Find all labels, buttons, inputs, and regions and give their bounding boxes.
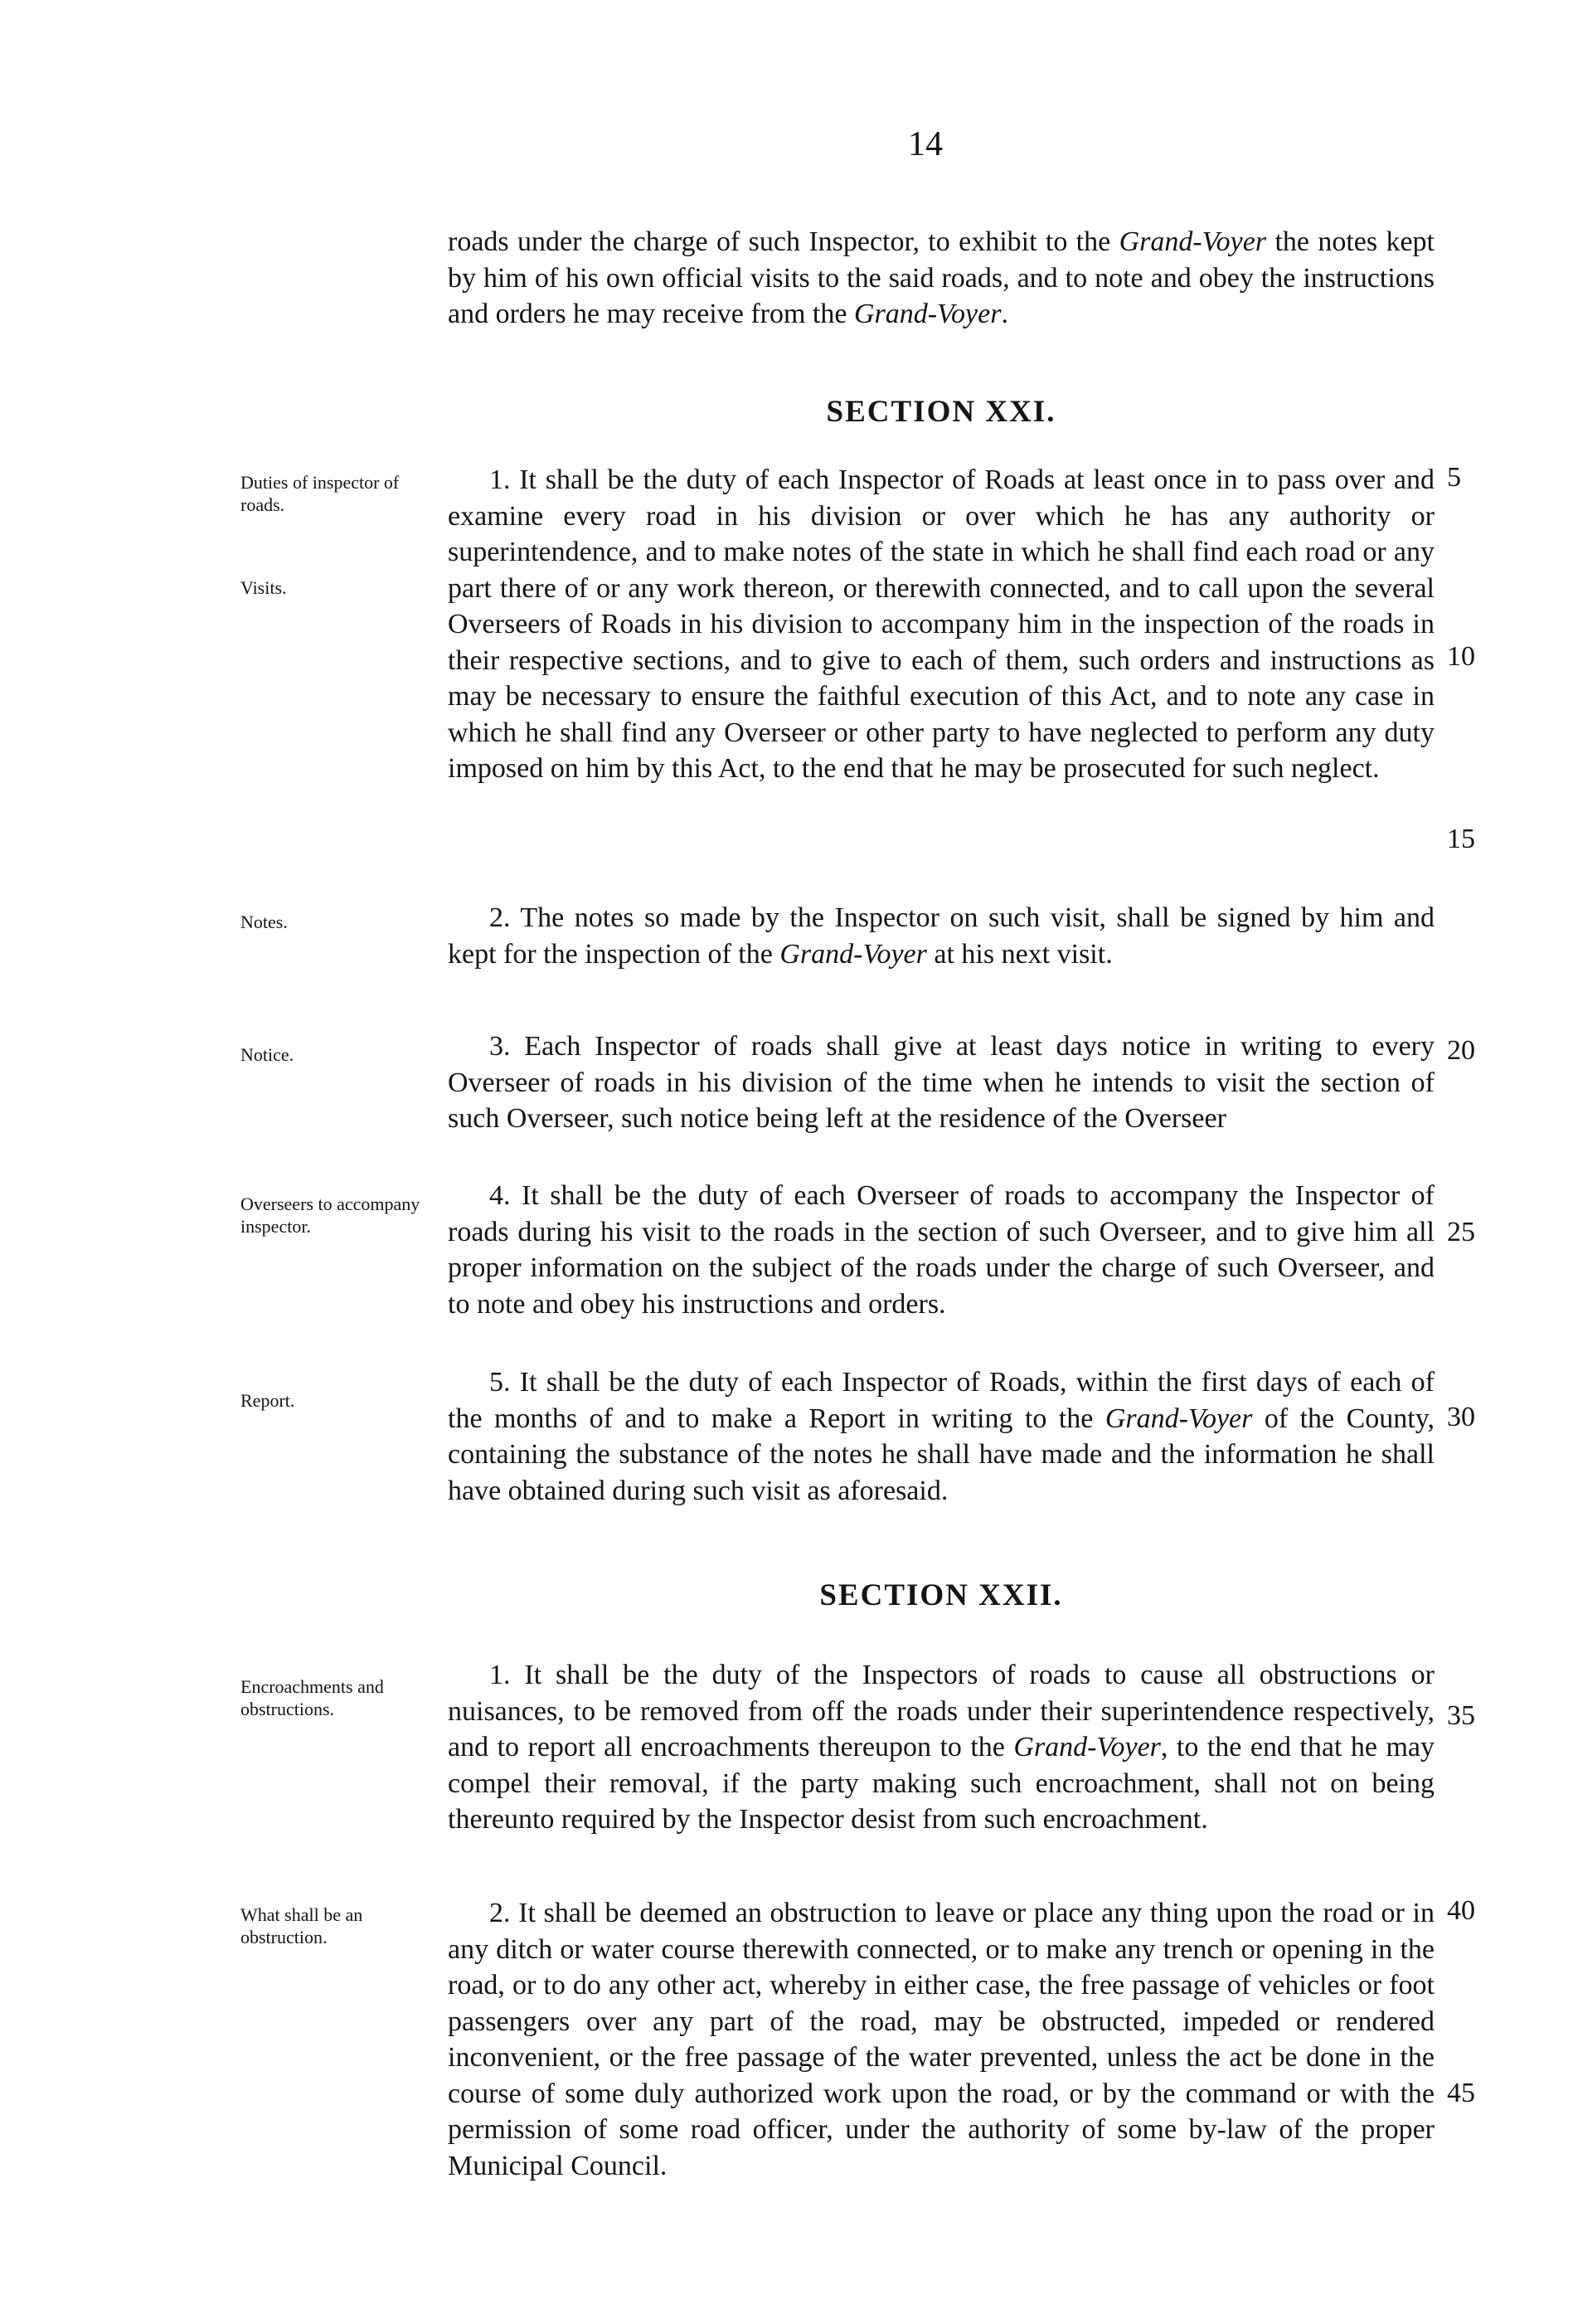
section-21-paragraph-1: 1. It shall be the duty of each Inspector of Roads at least once in to pass over and examine every road in his division or over which he has any authority or superintendence, and to make notes of the state in which he shall find each road or any part there of or any work thereon, or therewith connected, and to call upon the several Overseers of Roads in his division to accompany him in the inspection of the roads in their respective sections, and to give to each of them, such orders and instructions as may be necessary to ensure the faithful execution of this Act, and to note any case in which he shall find any Overseer or other party to have neglected to perform any duty imposed on him by this Act, to the end that he may be prosecuted for such neglect.: [448, 464, 1435, 784]
line-number: 45: [1447, 2078, 1475, 2108]
section-heading-21: SECTION XXI.: [826, 395, 1056, 429]
grand-voyer-term: Grand-Voyer: [853, 299, 1002, 329]
section-22-paragraph-2: 2. It shall be deemed an obstruction to leave or place any thing upon the road or in any ditch or water course therewith connected, or to make any trench or opening in the road, or to do any other act, whereby in either case, the free passage of vehicles or foot passengers over any part of the road, may be obstructed, impeded or rendered inconvenient, or the free passage of the water prevented, unless the act be done in the course of some duly authorized work upon the road, or by the command or with the permission of some road officer, under the authority of some by-law of the proper Municipal Council.: [448, 1898, 1435, 2181]
margin-note-encroachments: Encroachments and obstructions.: [240, 1676, 384, 1719]
line-number: 20: [1447, 1035, 1475, 1066]
margin-note-duties: Duties of inspector of roads.: [240, 472, 400, 515]
line-number: 10: [1447, 641, 1475, 672]
margin-note-notes: Notes.: [240, 912, 288, 932]
section-heading-22: SECTION XXII.: [819, 1578, 1063, 1612]
section-22-paragraph-1: [448, 1657, 1435, 1838]
page-number: 14: [908, 125, 943, 163]
section-21-paragraph-4: 4. It shall be the duty of each Overseer of roads to accompany the Inspector of roads during his visit to the roads in the section of such Overseer, and to give him all proper information on the subject of the roads under the charge of such Overseer, and to note and obey his instructions and orders.: [448, 1180, 1435, 1320]
grand-voyer-term: Grand-Voyer: [1119, 226, 1267, 257]
intro-text: the notes kept by him of his own official visits to the said roads, and to note and obey the instructions and orders he may receive from the: [448, 226, 1435, 329]
line-number: 5: [1447, 462, 1461, 493]
section-21-paragraph-5: [448, 1364, 1435, 1509]
grand-voyer-term: Grand-Voyer: [1104, 1403, 1253, 1434]
grand-voyer-term: Grand-Voyer: [1013, 1732, 1161, 1762]
margin-note-report: Report.: [240, 1390, 295, 1411]
paragraph-text: 5. It shall be the duty of each Inspector of Roads, within the first days of each of the months of and to make a Report in writing to the: [448, 1367, 1435, 1434]
margin-note-notice: Notice.: [240, 1044, 294, 1065]
paragraph-text: 1. It shall be the duty of the Inspectors of roads to cause all obstructions or nuisances, to be removed from off the roads under their superintendence respectively, and to report all encroachments thereupon to the: [448, 1660, 1435, 1762]
intro-text: .: [1001, 299, 1008, 329]
line-number: 25: [1447, 1217, 1475, 1247]
grand-voyer-term: Grand-Voyer: [779, 938, 927, 970]
line-number: 35: [1447, 1700, 1475, 1731]
intro-paragraph: [448, 224, 1435, 333]
line-number: 30: [1447, 1402, 1475, 1432]
line-number: 15: [1447, 824, 1475, 854]
paragraph-text: 2. The notes so made by the Inspector on such visit, shall be signed by him and kept for the inspection of the: [448, 902, 1435, 970]
paragraph-text: of the County, containing the substance of the notes he shall have made and the information he shall have obtained during such visit as aforesaid.: [448, 1403, 1435, 1506]
paragraph-text: at his next visit.: [926, 938, 1113, 970]
line-number: 40: [1447, 1895, 1475, 1926]
intro-text: roads under the charge of such Inspector, to exhibit to the: [448, 226, 1119, 257]
section-21-paragraph-2: [448, 900, 1435, 972]
paragraph-text: , to the end that he may compel their removal, if the party making such encroachment, shall not on being thereunto required by the Inspector desist from such encroachment.: [448, 1732, 1435, 1835]
margin-note-overseers: Overseers to accompany inspector.: [240, 1194, 420, 1237]
margin-note-visits: Visits.: [240, 577, 287, 598]
margin-note-obstruction: What shall be an obstruction.: [240, 1904, 363, 1947]
section-21-paragraph-3: 3. Each Inspector of roads shall give at least days notice in writing to every Overseer of roads in his division of the time when he intends to visit the section of such Overseer, such notice being left at the residence of the Overseer: [448, 1031, 1435, 1134]
